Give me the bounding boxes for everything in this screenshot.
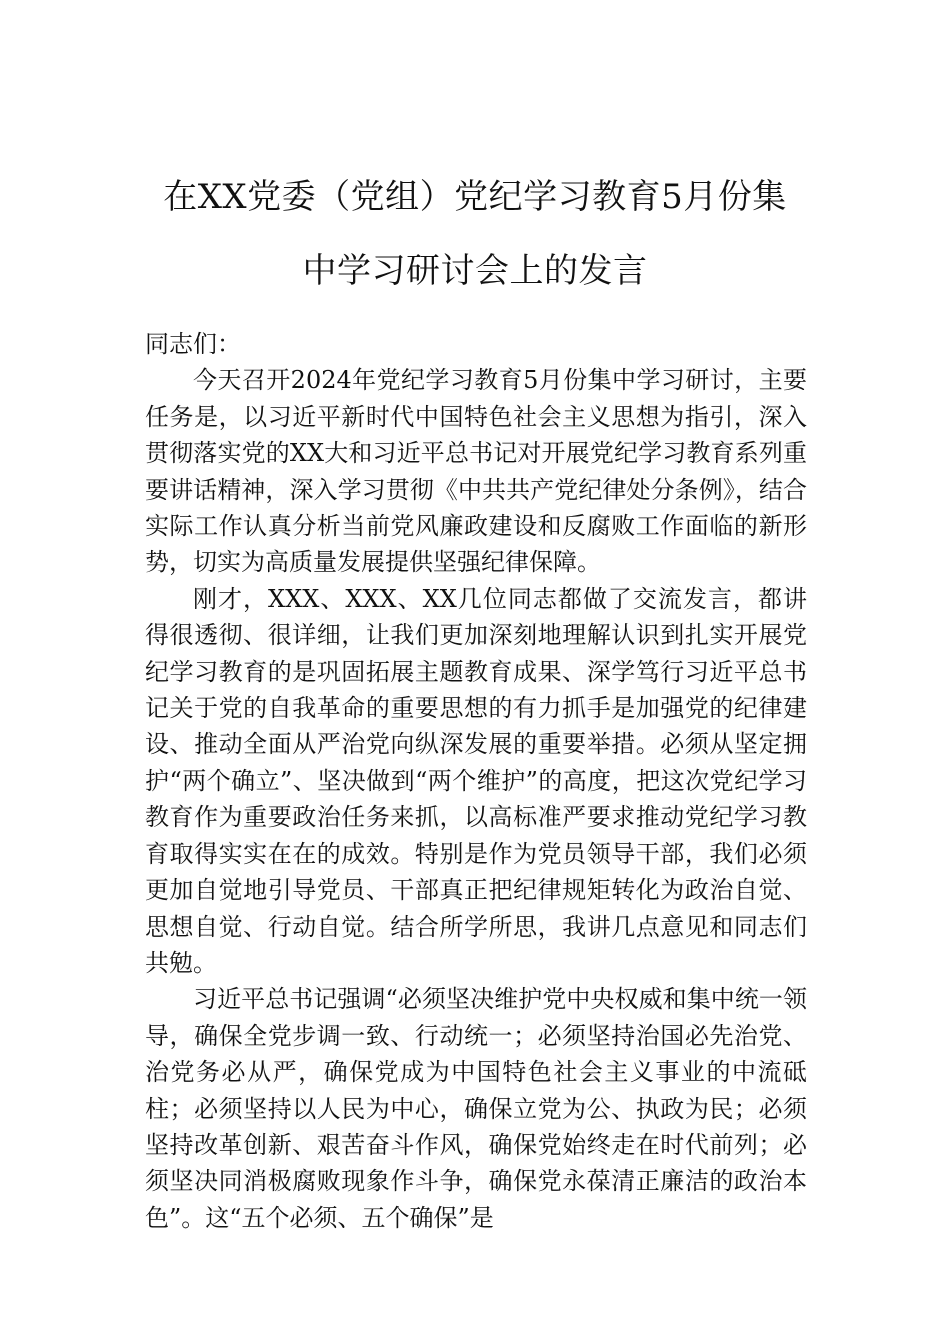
paragraph-3: 习近平总书记强调“必须坚决维护党中央权威和集中统一领导，确保全党步调一致、行动统一；必须坚持治国必先治党、治党务必从严，确保党成为中国特色社会主义事业的中流砥柱；必须坚持以人民为中心，确保立党为公、执政为民；必须坚持改革创新、艰苦奋斗作风，确保党始终走在时代前列；必须坚决同消极腐败现象作斗争，确保党永葆清正廉洁的政治本色”。这“五个必须、五个确保”是 bbox=[145, 985, 807, 1232]
title-line-1: 在XX党委（党组）党纪学习教育5月份集 bbox=[163, 177, 787, 217]
title-line-2: 中学习研讨会上的发言 bbox=[302, 251, 648, 291]
document-title bbox=[120, 160, 830, 308]
paragraph-2: 刚才，XXX、XXX、XX几位同志都做了交流发言，都讲得很透彻、很详细，让我们更加深刻地理解认识到扎实开展党纪学习教育的是巩固拓展主题教育成果、深学笃行习近平总书记关于党的自我革命的重要思想的有力抓手是加强党的纪律建设、推动全面从严治党向纵深发展的重要举措。必须从坚定拥护“两个确立”、坚决做到“两个维护”的高度，把这次党纪学习教育作为重要政治任务来抓，以高标准严要求推动党纪学习教育取得实实在在的成效。特别是作为党员领导干部，我们必须更加自觉地引导党员、干部真正把纪律规矩转化为政治自觉、思想自觉、行动自觉。结合所学所思，我讲几点意见和同志们共勉。 bbox=[145, 584, 807, 977]
document-body bbox=[145, 326, 807, 1236]
salutation: 同志们： bbox=[145, 330, 241, 358]
paragraph-1: 今天召开2024年党纪学习教育5月份集中学习研讨，主要任务是，以习近平新时代中国特色社会主义思想为指引，深入贯彻落实党的XX大和习近平总书记对开展党纪学习教育系列重要讲话精神，深入学习贯彻《中共共产党纪律处分条例》，结合实际工作认真分析当前党风廉政建设和反腐败工作面临的新形势，切实为高质量发展提供坚强纪律保障。 bbox=[145, 366, 807, 577]
